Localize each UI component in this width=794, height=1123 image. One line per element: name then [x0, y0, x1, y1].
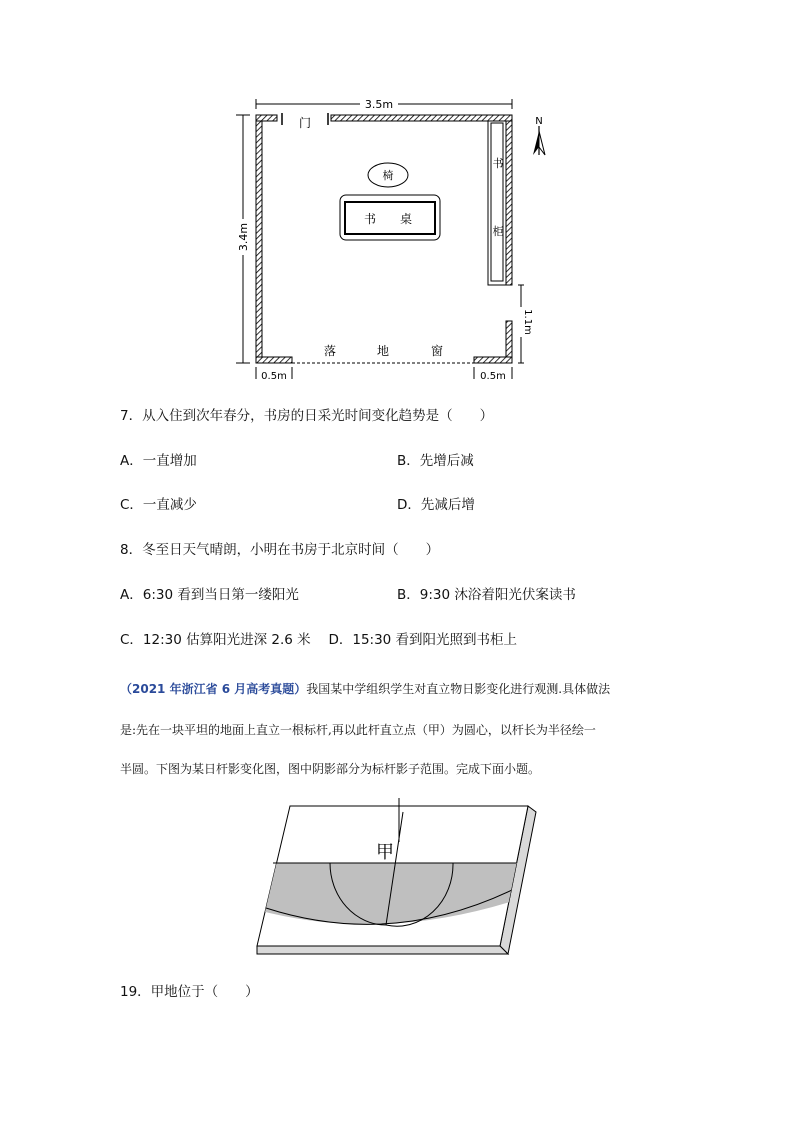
passage-line-2: 是:先在一块平坦的地面上直立一根标杆,再以此杆直立点（甲）为圆心，以杆长为半径绘一: [120, 723, 596, 737]
window-char-3: 窗: [430, 344, 444, 358]
q7-option-c[interactable]: C．一直减少: [120, 497, 197, 513]
window-char-1: 落: [323, 344, 337, 358]
bookcase-char-2: 柜: [492, 225, 504, 238]
room-floor-plan: [230, 95, 560, 385]
board-front: [257, 946, 508, 954]
height-label: 3.4m: [237, 222, 250, 252]
desk-char-1: 书: [363, 212, 377, 226]
width-dimension: [256, 98, 512, 111]
bottom-dimensions: [256, 367, 512, 382]
north-label: N: [535, 116, 543, 127]
height-dimension: [236, 115, 250, 363]
passage-line-1: [120, 680, 610, 697]
q8-option-b[interactable]: B．9:30 沐浴着阳光伏案读书: [397, 587, 576, 603]
passage-line-3: 半圆。下图为某日杆影变化图，图中阴影部分为标杆影子范围。完成下面小题。: [120, 762, 541, 776]
width-label: 3.5m: [364, 98, 394, 111]
bookcase-char-1: 书: [492, 157, 504, 170]
desk: [340, 195, 440, 240]
bookcase: [488, 121, 506, 285]
bottom-left-label: 0.5m: [261, 371, 287, 382]
door-label: 门: [298, 116, 312, 130]
desk-char-2: 桌: [399, 212, 413, 226]
q7-option-b[interactable]: B．先增后减: [397, 453, 474, 469]
window-char-2: 地: [376, 344, 390, 358]
north-arrow-icon: [533, 116, 545, 155]
q7-option-d[interactable]: D．先减后增: [397, 497, 475, 513]
q7-option-a[interactable]: A．一直增加: [120, 453, 197, 469]
q19-stem: 19．甲地位于（ ）: [120, 984, 259, 1000]
opening-dimension: [518, 285, 533, 363]
chair-label: 椅: [382, 169, 394, 182]
q8-stem: 8．冬至日天气晴朗，小明在书房于北京时间（ ）: [120, 542, 440, 558]
point-jia-label: 甲: [376, 842, 394, 863]
bottom-right-label: 0.5m: [480, 371, 506, 382]
q7-stem: 7．从入住到次年春分，书房的日采光时间变化趋势是（ ）: [120, 408, 494, 424]
pole-shadow-diagram: [250, 798, 545, 960]
source-tag: （2021 年浙江省 6 月高考真题）: [120, 682, 307, 696]
opening-label: 1.1m: [522, 309, 533, 335]
passage-line-1-text: 我国某中学组织学生对直立物日影变化进行观测.具体做法: [306, 682, 611, 696]
q8-option-a[interactable]: A．6:30 看到当日第一缕阳光: [120, 587, 299, 603]
q8-options-cd[interactable]: C．12:30 估算阳光进深 2.6 米 D．15:30 看到阳光照到书柜上: [120, 632, 518, 648]
